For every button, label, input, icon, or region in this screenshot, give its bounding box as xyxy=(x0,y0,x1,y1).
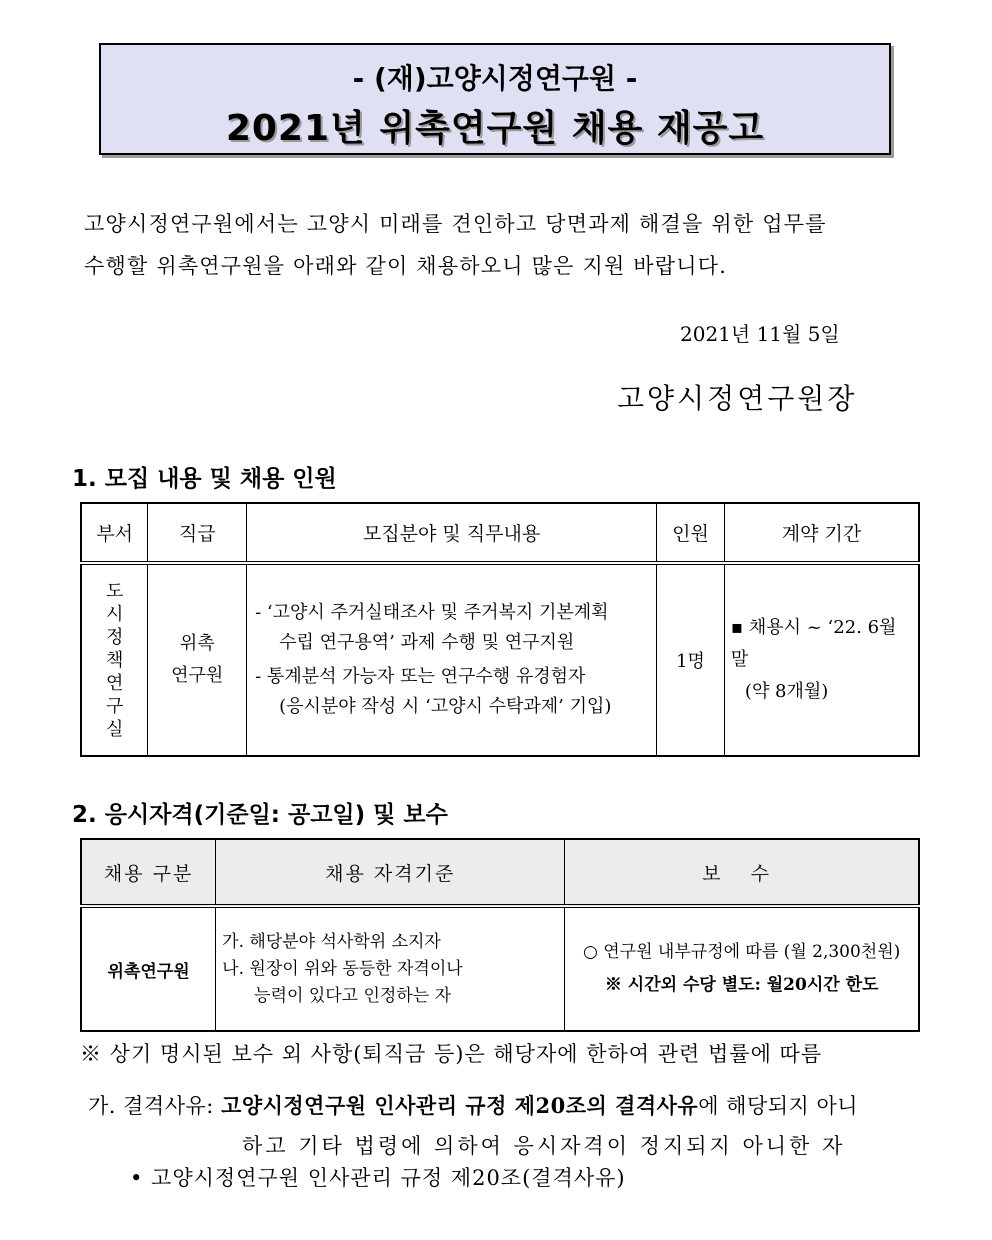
pay-line: ※ 시간외 수당 별도: 월20시간 한도 xyxy=(604,975,879,995)
duty-text: (응시분야 작성 시 ‘고양시 수탁과제’ 기입) xyxy=(279,696,612,717)
disqualification-line-2: 하고 기타 법령에 의하여 응시자격이 정지되지 아니한 자 xyxy=(242,1134,846,1158)
period-line: (약 8개월) xyxy=(744,681,829,702)
rank-cell xyxy=(148,563,247,756)
header-criteria: 채용 자격기준 xyxy=(216,839,565,906)
recruitment-table xyxy=(80,502,920,757)
regulation-bullet: • 고양시정연구원 인사관리 규정 제20조(결격사유) xyxy=(130,1166,626,1190)
intro-line-2: 수행할 위촉연구원을 아래와 같이 채용하오니 많은 지원 바랍니다. xyxy=(84,254,728,278)
table-row xyxy=(81,563,919,756)
dept-char: 책 xyxy=(105,649,124,671)
header-pay: 보 수 xyxy=(565,839,919,906)
signer: 고양시정연구원장 xyxy=(617,382,858,415)
contract-period-cell xyxy=(724,563,919,756)
duty-text: - ‘고양시 주거실태조사 및 주거복지 기본계획 xyxy=(255,602,609,623)
header-rank: 직급 xyxy=(148,503,247,563)
header-duty: 모집분야 및 직무내용 xyxy=(247,503,657,563)
disqualification-line-1 xyxy=(88,1086,858,1126)
dept-char: 정 xyxy=(105,626,124,648)
type-cell: 위촉연구원 xyxy=(81,906,216,1031)
recruitment-table-header xyxy=(81,503,919,563)
disqualification-clause xyxy=(88,1086,858,1166)
section-2-heading: 2. 응시자격(기준일: 공고일) 및 보수 xyxy=(72,802,448,828)
qualification-table-header xyxy=(81,839,919,906)
criteria-cell xyxy=(216,906,565,1031)
dept-char: 도 xyxy=(105,580,124,602)
dept-char: 실 xyxy=(105,718,124,740)
section-1-heading: 1. 모집 내용 및 채용 인원 xyxy=(72,466,337,492)
duty-item xyxy=(255,662,655,722)
header-contract-period: 계약 기간 xyxy=(724,503,919,563)
header-headcount: 인원 xyxy=(657,503,725,563)
criteria-line: 나. 원장이 위와 동등한 자격이나 xyxy=(222,958,463,979)
duty-text: - 통계분석 가능자 또는 연구수행 유경험자 xyxy=(255,666,586,687)
qualification-table xyxy=(80,838,920,1032)
header-department: 부서 xyxy=(81,503,148,563)
disq-emphasis: 고양시정연구원 인사관리 규정 제20조의 결격사유 xyxy=(221,1093,699,1118)
intro-paragraph xyxy=(84,203,924,287)
headcount-cell: 1명 xyxy=(657,563,725,756)
criteria-line: 능력이 있다고 인정하는 자 xyxy=(254,985,452,1006)
intro-line-1: 고양시정연구원에서는 고양시 미래를 견인하고 당면과제 해결을 위한 업무를 xyxy=(84,212,827,236)
organization-name: - (재)고양시정연구원 - xyxy=(352,62,638,95)
dept-char: 시 xyxy=(105,603,124,625)
pay-line: ○ 연구원 내부규정에 따름 (월 2,300천원) xyxy=(583,942,901,962)
announcement-date: 2021년 11월 5일 xyxy=(680,322,840,346)
dept-char: 연 xyxy=(105,672,124,694)
dept-char: 구 xyxy=(105,695,124,717)
title-box xyxy=(99,43,891,155)
table-row xyxy=(81,906,919,1031)
period-line: ▪ 채용시 ~ ‘22. 6월 말 xyxy=(730,617,897,670)
rank-line: 연구원 xyxy=(171,665,224,686)
page-title: 2021년 위촉연구원 채용 재공고 xyxy=(225,108,765,149)
pay-cell xyxy=(565,906,919,1031)
pay-remark: ※ 상기 명시된 보수 외 사항(퇴직금 등)은 해당자에 한하여 관련 법률에 따름 xyxy=(80,1042,823,1066)
disq-prefix: 가. 결격사유: xyxy=(88,1094,222,1118)
duty-cell xyxy=(247,563,657,756)
duty-text: 수립 연구용역’ 과제 수행 및 연구지원 xyxy=(279,632,575,653)
header-type: 채용 구분 xyxy=(81,839,216,906)
department-cell xyxy=(81,563,148,756)
criteria-line: 가. 해당분야 석사학위 소지자 xyxy=(222,931,441,952)
rank-line: 위촉 xyxy=(179,633,215,654)
disq-suffix: 에 해당되지 아니 xyxy=(698,1094,859,1118)
duty-item xyxy=(255,598,655,658)
